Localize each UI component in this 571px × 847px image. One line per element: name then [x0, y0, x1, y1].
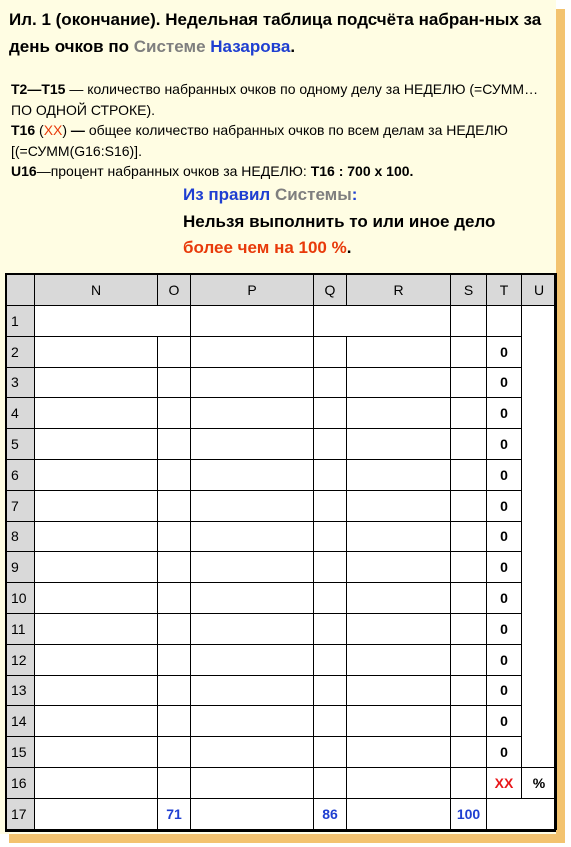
cell-q[interactable] [314, 490, 347, 521]
column-header-t[interactable]: T [487, 274, 522, 306]
cell-q[interactable] [314, 737, 347, 768]
cell-r[interactable] [347, 737, 451, 768]
cell-t-u[interactable] [487, 798, 557, 829]
row-header[interactable]: 8 [6, 521, 35, 552]
description [11, 79, 556, 182]
cell-n[interactable] [35, 552, 158, 583]
table-row [6, 767, 557, 798]
cell-u[interactable] [522, 306, 557, 768]
cell-r[interactable] [347, 767, 451, 798]
row-header[interactable]: 4 [6, 398, 35, 429]
cell-t[interactable]: 0 [487, 706, 522, 737]
cell-n[interactable] [35, 798, 158, 829]
cell-r[interactable] [347, 583, 451, 614]
row-header[interactable]: 11 [6, 613, 35, 644]
cell-o[interactable] [158, 552, 191, 583]
cell-q[interactable] [314, 613, 347, 644]
table-row [6, 552, 557, 583]
cell-n[interactable] [35, 398, 158, 429]
column-header-n[interactable]: N [35, 274, 158, 306]
cell-s[interactable] [451, 737, 487, 768]
cell-q[interactable] [314, 429, 347, 460]
cell-p[interactable] [191, 459, 314, 490]
cell-s[interactable] [451, 552, 487, 583]
cell-n[interactable] [35, 706, 158, 737]
cell-p[interactable] [191, 737, 314, 768]
cell-r[interactable] [347, 706, 451, 737]
table-row [6, 490, 557, 521]
cell-p[interactable] [191, 798, 314, 829]
cell-r[interactable] [347, 398, 451, 429]
cell-t[interactable]: 0 [487, 583, 522, 614]
cell-o[interactable] [158, 336, 191, 367]
cell-r[interactable] [347, 429, 451, 460]
cell-q[interactable] [314, 521, 347, 552]
table-row [6, 429, 557, 460]
cell-r[interactable] [347, 367, 451, 398]
cell-n[interactable] [35, 336, 158, 367]
column-header-r[interactable]: R [347, 274, 451, 306]
table-row [6, 644, 557, 675]
table-row [6, 737, 557, 768]
cell-t[interactable]: 0 [487, 336, 522, 367]
cell-s[interactable] [451, 336, 487, 367]
cell-s[interactable] [451, 767, 487, 798]
table-row [6, 706, 557, 737]
table-row [6, 798, 557, 829]
cell-o[interactable] [158, 613, 191, 644]
row-header[interactable]: 14 [6, 706, 35, 737]
row-header[interactable]: 15 [6, 737, 35, 768]
cell-o[interactable] [158, 675, 191, 706]
column-header-q[interactable]: Q [314, 274, 347, 306]
cell-o[interactable] [158, 737, 191, 768]
cell-r[interactable] [347, 798, 451, 829]
title-system-word: Системе [133, 37, 206, 56]
cell-o[interactable] [158, 583, 191, 614]
cell-q[interactable] [314, 675, 347, 706]
cell-s[interactable] [451, 367, 487, 398]
rules-line-1: Нельзя выполнить то или иное дело [183, 211, 496, 231]
cell-s[interactable] [451, 521, 487, 552]
cell-o[interactable]: 71 [158, 798, 191, 829]
cell-s[interactable] [451, 644, 487, 675]
cell-o[interactable] [158, 644, 191, 675]
cell-n[interactable] [35, 737, 158, 768]
table-row [6, 306, 557, 337]
cell-s[interactable] [451, 706, 487, 737]
row-header[interactable]: 9 [6, 552, 35, 583]
cell-u[interactable]: % [522, 767, 557, 798]
cell-s[interactable] [451, 583, 487, 614]
column-header-u[interactable]: U [522, 274, 557, 306]
cell-p[interactable] [191, 675, 314, 706]
row-header[interactable]: 10 [6, 583, 35, 614]
cell-s[interactable] [451, 429, 487, 460]
table-row [6, 675, 557, 706]
cell-s[interactable] [451, 490, 487, 521]
title-text: Ил. 1 (окончание). Недельная таблица подсчёта набран-ных за день очков по [9, 10, 542, 56]
cell-r[interactable] [347, 336, 451, 367]
cell-p[interactable] [191, 644, 314, 675]
description-line-1: Т2—Т15 — количество набранных очков по одному делу за НЕДЕЛЮ (=СУММ… ПО ОДНОЙ СТРОКЕ). [11, 81, 539, 118]
table-row [6, 583, 557, 614]
cell-p[interactable] [191, 706, 314, 737]
cell-p[interactable] [191, 336, 314, 367]
cell-q[interactable] [314, 767, 347, 798]
cell-q[interactable] [314, 552, 347, 583]
cell-s[interactable] [451, 398, 487, 429]
cell-q[interactable] [314, 398, 347, 429]
table-row [6, 367, 557, 398]
cell-o[interactable] [158, 459, 191, 490]
cell-n-o[interactable] [35, 306, 191, 337]
cell-p[interactable] [191, 552, 314, 583]
corner-cell[interactable] [6, 274, 35, 306]
row-header[interactable]: 13 [6, 675, 35, 706]
cell-q[interactable]: 86 [314, 798, 347, 829]
cell-q[interactable] [314, 459, 347, 490]
cell-t[interactable]: 0 [487, 737, 522, 768]
cell-q[interactable] [314, 644, 347, 675]
cell-n[interactable] [35, 675, 158, 706]
cell-n[interactable] [35, 367, 158, 398]
cell-t[interactable]: 0 [487, 398, 522, 429]
cell-n[interactable] [35, 521, 158, 552]
cell-o[interactable] [158, 367, 191, 398]
cell-q[interactable] [314, 336, 347, 367]
rules-block [183, 182, 553, 262]
cell-n[interactable] [35, 459, 158, 490]
rules-heading: Из правил Системы: [183, 185, 358, 204]
cell-p[interactable] [191, 613, 314, 644]
cell-n[interactable] [35, 644, 158, 675]
column-header-s[interactable]: S [451, 274, 487, 306]
cell-s[interactable] [451, 613, 487, 644]
cell-t[interactable]: XX [487, 767, 522, 798]
score-table [5, 273, 557, 830]
cell-r[interactable] [347, 644, 451, 675]
cell-p[interactable] [191, 767, 314, 798]
cell-o[interactable] [158, 521, 191, 552]
cell-o[interactable] [158, 767, 191, 798]
cell-t[interactable]: 0 [487, 644, 522, 675]
cell-p[interactable] [191, 398, 314, 429]
row-header[interactable]: 17 [6, 798, 35, 829]
table-row [6, 459, 557, 490]
cell-p[interactable] [191, 490, 314, 521]
cell-t[interactable]: 0 [487, 459, 522, 490]
cell-n[interactable] [35, 429, 158, 460]
cell-n[interactable] [35, 583, 158, 614]
cell-s[interactable] [451, 675, 487, 706]
cell-o[interactable] [158, 398, 191, 429]
table-row [6, 336, 557, 367]
row-header[interactable]: 6 [6, 459, 35, 490]
cell-n[interactable] [35, 767, 158, 798]
cell-t[interactable]: 0 [487, 613, 522, 644]
cell-t[interactable]: 0 [487, 429, 522, 460]
row-header[interactable]: 1 [6, 306, 35, 337]
table-row [6, 613, 557, 644]
description-line-2: Т16 (XX) — общее количество набранных очков по всем делам за НЕДЕЛЮ [(=СУММ(G16:S16)]. [11, 122, 508, 159]
row-header[interactable]: 12 [6, 644, 35, 675]
cell-t[interactable]: 0 [487, 521, 522, 552]
row-header[interactable]: 16 [6, 767, 35, 798]
row-header[interactable]: 3 [6, 367, 35, 398]
cell-t[interactable]: 0 [487, 552, 522, 583]
cell-q[interactable] [314, 367, 347, 398]
cell-p[interactable] [191, 583, 314, 614]
cell-s[interactable] [451, 459, 487, 490]
table-row [6, 398, 557, 429]
title-end: . [290, 37, 296, 56]
cell-p[interactable] [191, 367, 314, 398]
cell-r[interactable] [347, 552, 451, 583]
cell-n[interactable] [35, 490, 158, 521]
row-header[interactable]: 5 [6, 429, 35, 460]
column-header-p[interactable]: P [191, 274, 314, 306]
description-line-3: U16—процент набранных очков за НЕДЕЛЮ: Т16 : 700 х 100. [11, 163, 414, 179]
cell-s[interactable] [451, 306, 487, 337]
cell-r[interactable] [347, 521, 451, 552]
cell-s[interactable]: 100 [451, 798, 487, 829]
cell-o[interactable] [158, 490, 191, 521]
cell-r[interactable] [347, 490, 451, 521]
cell-r[interactable] [347, 459, 451, 490]
cell-n[interactable] [35, 613, 158, 644]
cell-t[interactable]: 0 [487, 490, 522, 521]
cell-r[interactable] [347, 613, 451, 644]
cell-p[interactable] [191, 429, 314, 460]
cell-q-r[interactable] [314, 306, 451, 337]
cell-t[interactable] [487, 306, 522, 337]
row-header[interactable]: 2 [6, 336, 35, 367]
rules-line-2: более чем на 100 %. [183, 238, 352, 257]
cell-o[interactable] [158, 429, 191, 460]
cell-p[interactable] [191, 306, 314, 337]
table-row [6, 521, 557, 552]
page-title [9, 6, 554, 60]
cell-t[interactable]: 0 [487, 675, 522, 706]
cell-p[interactable] [191, 521, 314, 552]
cell-r[interactable] [347, 675, 451, 706]
cell-q[interactable] [314, 583, 347, 614]
column-header-row [6, 274, 557, 306]
cell-o[interactable] [158, 706, 191, 737]
cell-t[interactable]: 0 [487, 367, 522, 398]
title-name-word: Назарова [210, 37, 291, 56]
column-header-o[interactable]: O [158, 274, 191, 306]
cell-q[interactable] [314, 706, 347, 737]
row-header[interactable]: 7 [6, 490, 35, 521]
